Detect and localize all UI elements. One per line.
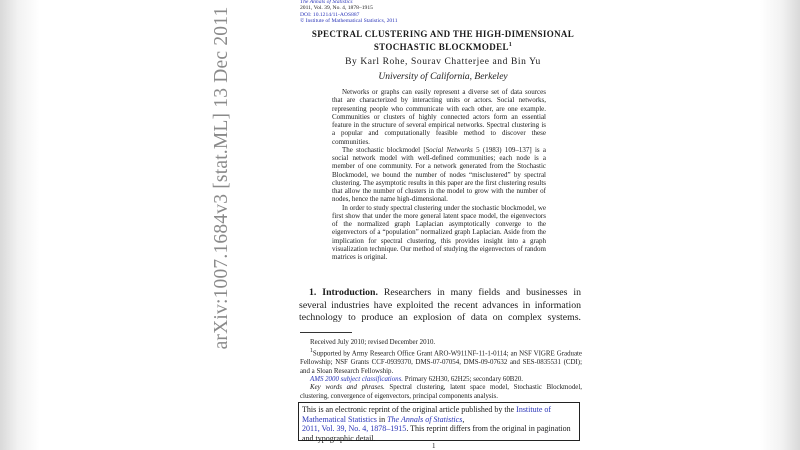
abstract-paragraph-2 — [332, 146, 546, 204]
reprint-post: . This reprint differs from the original in pagination and typographic detail. — [302, 424, 571, 443]
annals-link[interactable]: The Annals of Statistics — [387, 414, 463, 424]
reprint-in: in — [376, 414, 388, 424]
keywords-label: Key words and phrases. — [310, 384, 385, 392]
footnote-support — [300, 347, 582, 376]
support-text: Supported by Army Research Office Grant ARO-W911NF-11-1-0114; an NSF VIGRE Graduate Fellowship; NSF Grants CCF-0939370, DMS-07-07054, DMS-09-07632 and SES-0835531 (CDI); and a Sloan Research Fellowship. — [300, 350, 582, 375]
journal-volume-line: 2011, Vol. 39, No. 4, 1878–1915 — [300, 5, 373, 12]
author-line: By Karl Rohe, Sourav Chatterjee and Bin Yu — [345, 57, 541, 67]
arxiv-margin-stamp: arXiv:1007.1684v3 [stat.ML] 13 Dec 2011 — [211, 6, 232, 350]
support-mark: 1 — [310, 348, 313, 355]
abstract-p2-start: The stochastic blockmodel [ — [342, 145, 426, 154]
abstract — [332, 88, 546, 261]
copyright-line[interactable]: © Institute of Mathematical Statistics, 2011 — [300, 17, 398, 24]
footnote-keywords — [300, 384, 582, 401]
journal-name-link[interactable]: The Annals of Statistics — [300, 0, 353, 5]
page-number: 1 — [432, 442, 436, 450]
intro-text: Researchers in many fields and businesses in several industries have exploited the recent advances in information technology to produce an explosion of data on complex systems. — [299, 287, 581, 324]
reprint-pre: This is an electronic reprint of the original article published by the — [302, 405, 517, 414]
abstract-paragraph-3: In order to study spectral clustering under the stochastic blockmodel, we first show that under the more general latent space model, the eigenvectors of the normalized graph Laplacian asymptotically converge to the eigenvectors of a “population” normalized graph Laplacian. Aside from the implication for spectral clustering, this provides insight into a graph visualization technique. Our method of studying the eigenvectors of random matrices is original. — [332, 203, 546, 261]
ams-classification-link[interactable]: AMS 2000 subject classifications. — [310, 375, 404, 383]
citation-journal: Social Networks — [425, 145, 473, 154]
journal-header — [300, 0, 398, 24]
affiliation: University of California, Berkeley — [378, 72, 508, 82]
introduction-paragraph — [299, 287, 581, 325]
footnote-ams — [300, 376, 582, 384]
footnote-received: Received July 2010; revised December 2010. — [310, 339, 436, 346]
reprint-comma: , — [462, 414, 465, 424]
keywords-text: Spectral clustering, latent space model, Stochastic Blockmodel, clustering, convergence of eigenvectors, principal components analysis. — [300, 384, 582, 400]
ams-text: Primary 62H30, 62H25; secondary 60B20. — [403, 375, 524, 383]
title-footnote-mark[interactable]: 1 — [508, 42, 513, 48]
doi-link[interactable]: DOI: 10.1214/11-AOS887 — [300, 11, 360, 18]
paper-title — [300, 29, 586, 53]
ims-link[interactable]: Institute of Mathematical Statistics — [302, 405, 552, 424]
title-line-2-text: STOCHASTIC BLOCKMODEL — [373, 42, 509, 52]
reprint-notice-box — [298, 402, 580, 441]
footnotes — [300, 339, 582, 401]
volume-link[interactable]: 2011, Vol. 39, No. 4, 1878–1915 — [302, 424, 407, 434]
abstract-p2-rest: 5 (1983) 109–137] is a social network model with well-defined communities; each node is a member of one community. For a network generated from the Stochastic Blockmodel, we bound the number of nodes “misclustered” by spectral clustering. The asymptotic results in this paper are the first clustering results that allow the number of clusters in the model to grow with the number of nodes, hence the name high-dimensional. — [332, 145, 546, 204]
intro-heading: 1. Introduction. — [309, 287, 378, 298]
footnote-rule — [300, 332, 352, 333]
title-line-2 — [300, 40, 586, 53]
abstract-paragraph-1: Networks or graphs can easily represent a diverse set of data sources that are characterized by interacting units or actors. Social networks, representing people who communicate with each other, are one example. Communities or clusters of highly connected actors form an essential feature in the structure of several empirical networks. Spectral clustering is a popular and computationally feasible method to discover these communities. — [332, 88, 546, 146]
title-line-1: SPECTRAL CLUSTERING AND THE HIGH-DIMENSIONAL — [311, 29, 575, 39]
